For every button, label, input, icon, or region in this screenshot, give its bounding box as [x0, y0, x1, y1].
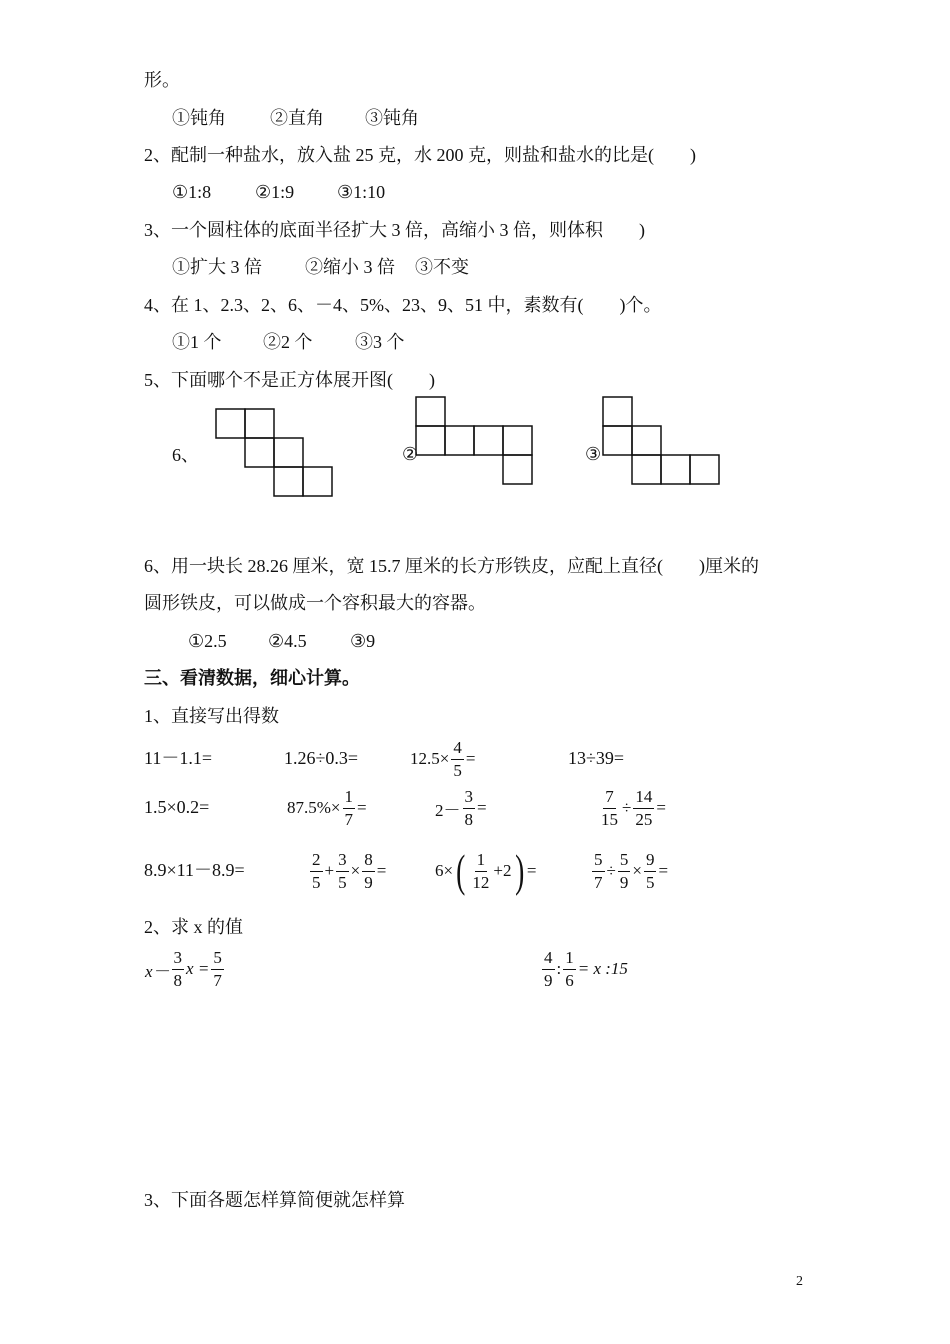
cube-net-1: [216, 409, 332, 496]
q1-continuation: 形。: [144, 70, 180, 90]
calc-r2-b: 87.5%× $\frac{1}{7}$ =: [287, 786, 367, 829]
part-1-title: 1、直接写出得数: [144, 706, 279, 726]
calc-r3-b: $\frac{2}{5}$ + $\frac{3}{5}$ × $\frac{8}{9}$ =: [312, 849, 387, 892]
calc-r2-a: 1.5×0.2=: [144, 797, 210, 817]
q3-option-3: ③不变: [415, 257, 469, 277]
calc-r2-d: $\frac{7}{15}$ ÷ $\frac{14}{25}$ =: [601, 786, 666, 829]
calc-r1-b: 1.26÷0.3=: [284, 748, 359, 768]
cube-nets-figure: [0, 0, 950, 520]
q2-option-3: ③1:10: [337, 182, 386, 202]
part-2-title: 2、求 x 的值: [144, 917, 243, 937]
q6-option-1: ①2.5: [188, 631, 227, 651]
question-6-line-1: 6、用一块长 28.26 厘米，宽 15.7 厘米的长方形铁皮，应配上直径( )厘米的: [144, 556, 759, 576]
question-5: 5、下面哪个不是正方体展开图( ): [144, 370, 435, 390]
q2-option-1: ①1:8: [172, 182, 212, 202]
q1-option-2: ②直角: [270, 108, 324, 128]
calc-r3-c: 6× ( $\frac{1}{12}$ +2 ) =: [435, 845, 537, 896]
page-number: 2: [796, 1274, 803, 1289]
section-3-title: 三、看清数据，细心计算。: [144, 668, 360, 688]
q4-option-2: ②2 个: [263, 332, 313, 352]
calc-r3-a: 8.9×11－8.9=: [144, 860, 245, 880]
calc-r1-d: 13÷39=: [568, 748, 625, 768]
question-2: 2、配制一种盐水，放入盐 25 克，水 200 克，则盐和盐水的比是( ): [144, 145, 696, 165]
q3-option-1: ①扩大 3 倍: [172, 257, 262, 277]
net-label-3: ③: [585, 444, 602, 464]
net-label-1: 6、: [172, 445, 199, 465]
q1-option-1: ①钝角: [172, 108, 226, 128]
q3-option-2: ②缩小 3 倍: [305, 257, 395, 277]
q6-option-3: ③9: [350, 631, 376, 651]
cube-net-2: [416, 397, 532, 484]
part-3-title: 3、下面各题怎样算简便就怎样算: [144, 1190, 405, 1210]
cube-net-3: [603, 397, 719, 484]
calc-r1-a: 11－1.1=: [144, 748, 212, 768]
q2-option-2: ②1:9: [255, 182, 295, 202]
q4-option-1: ①1 个: [172, 332, 222, 352]
calc-r3-d: $\frac{5}{7}$ ÷ $\frac{5}{9}$ × $\frac{9}{5}$ =: [594, 849, 669, 892]
equation-1: x－ $\frac{3}{8}$ x = $\frac{5}{7}$: [145, 947, 222, 990]
question-6-line-2: 圆形铁皮，可以做成一个容积最大的容器。: [144, 593, 486, 613]
calc-r2-c: 2－ $\frac{3}{8}$ =: [435, 786, 487, 829]
calc-r1-c: 12.5× $\frac{4}{5}$ =: [410, 737, 476, 780]
equation-2: $\frac{4}{9}$ : $\frac{1}{6}$ = x :15: [544, 947, 628, 990]
q1-option-3: ③钝角: [365, 108, 419, 128]
q4-option-3: ③3 个: [355, 332, 405, 352]
q6-option-2: ②4.5: [268, 631, 307, 651]
question-3: 3、一个圆柱体的底面半径扩大 3 倍，高缩小 3 倍，则体积 ): [144, 220, 645, 240]
net-label-2: ②: [402, 444, 419, 464]
question-4: 4、在 1、2.3、2、6、－4、5%、23、9、51 中，素数有( )个。: [144, 295, 662, 315]
